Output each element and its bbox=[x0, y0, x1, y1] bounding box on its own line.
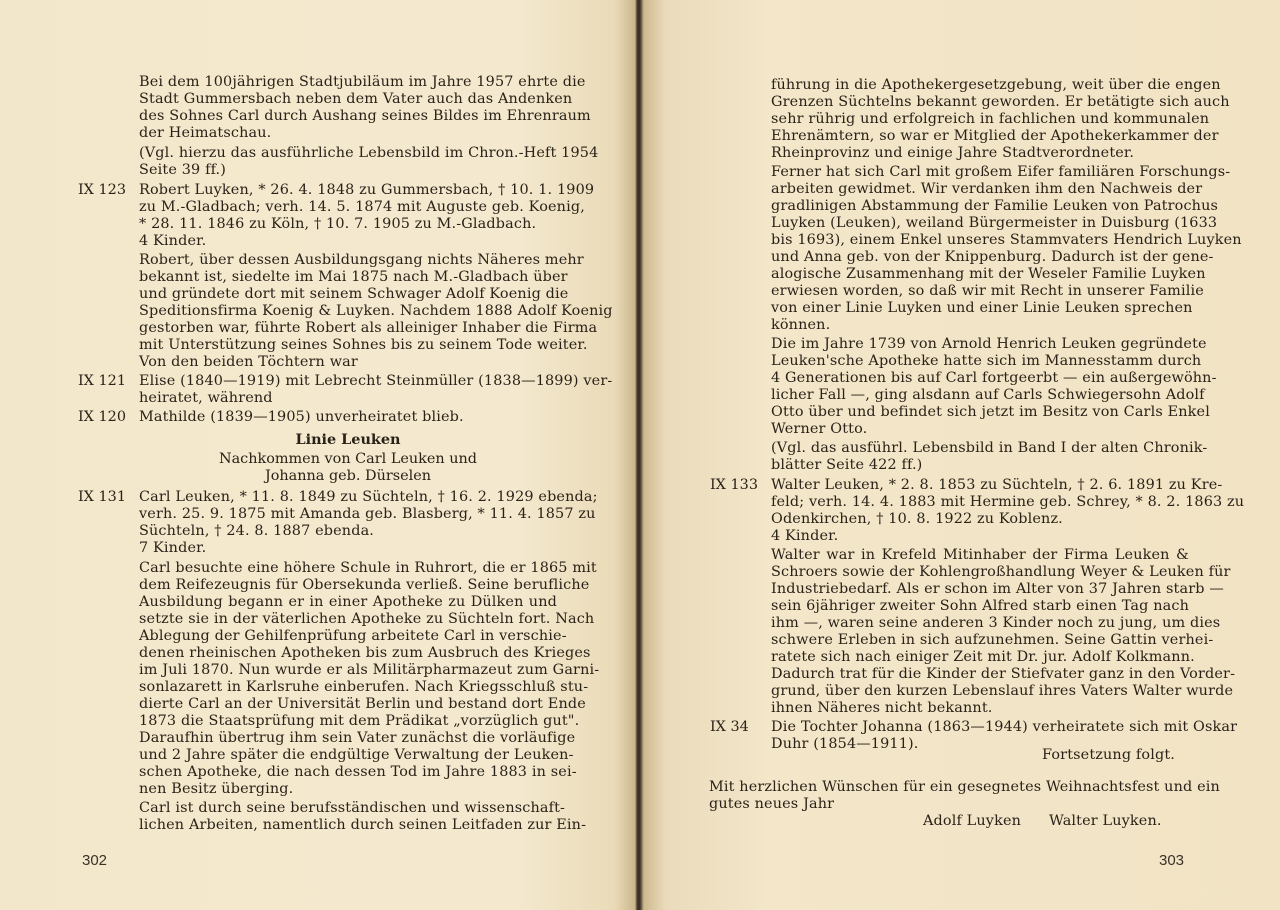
text-line: Industriebedarf. Als er schon im Alter von 37 Jahren starb — bbox=[771, 581, 1224, 597]
text-line: nen Besitz überging. bbox=[139, 781, 294, 797]
text-line: bekannt ist, siedelte im Mai 1875 nach M.-Gladbach über bbox=[139, 269, 568, 285]
text-line: heiratet, während bbox=[139, 390, 273, 406]
text-line: feld; verh. 14. 4. 1883 mit Hermine geb. Schrey, * 8. 2. 1863 zu bbox=[771, 494, 1245, 510]
text-line: im Juli 1870. Nun wurde er als Militärpharmazeut zum Garni- bbox=[139, 662, 600, 678]
greeting-line: Mit herzlichen Wünschen für ein gesegnetes Weihnachtsfest und ein bbox=[709, 779, 1220, 795]
text-line: Werner Otto. bbox=[771, 421, 868, 437]
text-line: Die im Jahre 1739 von Arnold Henrich Leuken gegründete bbox=[771, 336, 1207, 352]
text-line: 7 Kinder. bbox=[139, 540, 207, 556]
text-line: Stadt Gummersbach neben dem Vater auch das Andenken bbox=[139, 91, 573, 107]
text-line: können. bbox=[771, 317, 831, 333]
text-line: und gründete dort mit seinem Schwager Adolf Koenig die bbox=[139, 286, 569, 302]
entry-number: IX 123 bbox=[78, 182, 126, 198]
text-line: gradlinigen Abstammung der Familie Leuken von Patrochus bbox=[771, 198, 1219, 214]
text-line: ihnen Näheres nicht bekannt. bbox=[771, 700, 993, 716]
text-line: zu M.-Gladbach; verh. 14. 5. 1874 mit Auguste geb. Koenig, bbox=[139, 199, 585, 215]
text-line: * 28. 11. 1846 zu Köln, † 10. 7. 1905 zu M.-Gladbach. bbox=[139, 216, 537, 232]
section-subheading: Nachkommen von Carl Leuken und bbox=[219, 451, 477, 467]
entry-number: IX 131 bbox=[78, 489, 126, 505]
text-line: gestorben war, führte Robert als alleiniger Inhaber die Firma bbox=[139, 320, 598, 336]
left-page bbox=[0, 0, 634, 910]
text-line: Odenkirchen, † 10. 8. 1922 zu Koblenz. bbox=[771, 511, 1063, 527]
text-line: Dadurch trat für die Kinder der Stiefvater ganz in den Vorder- bbox=[771, 666, 1236, 682]
text-line: grund, über den kurzen Lebenslauf ihres Vaters Walter wurde bbox=[771, 683, 1234, 699]
text-line: 4 Kinder. bbox=[139, 233, 207, 249]
text-line: denen rheinischen Apotheken bis zum Ausbruch des Krieges bbox=[139, 645, 591, 661]
text-line: setzte sie in der väterlichen Apotheke zu Süchteln fort. Nach bbox=[139, 611, 595, 627]
text-line: Ablegung der Gehilfenprüfung arbeitete Carl in verschie- bbox=[139, 628, 567, 644]
text-line: Walter war in Krefeld Mitinhaber der Firma Leuken & bbox=[771, 547, 1189, 563]
entry-number: IX 133 bbox=[710, 477, 758, 493]
signature-name: Walter Luyken. bbox=[1049, 813, 1162, 829]
page-number: 303 bbox=[1159, 852, 1185, 869]
entry-number: IX 120 bbox=[78, 409, 126, 425]
text-line: Robert, über dessen Ausbildungsgang nichts Näheres mehr bbox=[139, 252, 584, 268]
text-line: blätter Seite 422 ff.) bbox=[771, 457, 923, 473]
text-line: und Anna geb. von der Knippenburg. Dadurch ist der gene- bbox=[771, 249, 1214, 265]
text-line: Schroers sowie der Kohlengroßhandlung Weyer & Leuken für bbox=[771, 564, 1231, 580]
text-line: des Sohnes Carl durch Aushang seines Bildes im Ehrenraum bbox=[139, 108, 591, 124]
entry-number: IX 34 bbox=[710, 719, 749, 735]
text-line: schwere Erleben in sich aufzunehmen. Seine Gattin verhei- bbox=[771, 632, 1214, 648]
text-line: Ehrenämtern, so war er Mitglied der Apothekerkammer der bbox=[771, 128, 1219, 144]
text-line: Leuken'sche Apotheke hatte sich im Mannesstamm durch bbox=[771, 353, 1202, 369]
text-line: Duhr (1854—1911). bbox=[771, 736, 919, 752]
text-line: dierte Carl an der Universität Berlin und bestand dort Ende bbox=[139, 696, 586, 712]
text-line: schen Apotheke, die nach dessen Tod im Jahre 1883 in sei- bbox=[139, 764, 577, 780]
text-line: Walter Leuken, * 2. 8. 1853 zu Süchteln, † 2. 6. 1891 zu Kre- bbox=[771, 477, 1223, 493]
text-line: ihm —, waren seine anderen 3 Kinder noch zu jung, um dies bbox=[771, 615, 1221, 631]
text-line: sonlazarett in Karlsruhe einberufen. Nach Kriegsschluß stu- bbox=[139, 679, 589, 695]
text-line: 4 Generationen bis auf Carl fortgeerbt — ein außergewöhn- bbox=[771, 370, 1217, 386]
text-line: Süchteln, † 24. 8. 1887 ebenda. bbox=[139, 523, 375, 539]
text-line: Elise (1840—1919) mit Lebrecht Steinmüller (1838—1899) ver- bbox=[139, 373, 613, 389]
text-line: Robert Luyken, * 26. 4. 1848 zu Gummersbach, † 10. 1. 1909 bbox=[139, 182, 595, 198]
text-line: Seite 39 ff.) bbox=[139, 162, 227, 178]
text-line: licher Fall —, ging alsdann auf Carls Schwiegersohn Adolf bbox=[771, 387, 1205, 403]
section-heading: Linie Leuken bbox=[295, 431, 401, 448]
text-line: Die Tochter Johanna (1863—1944) verheiratete sich mit Oskar bbox=[771, 719, 1238, 735]
text-line: Carl Leuken, * 11. 8. 1849 zu Süchteln, † 16. 2. 1929 ebenda; bbox=[139, 489, 598, 505]
right-page bbox=[640, 0, 1280, 910]
text-line: Carl ist durch seine berufsständischen und wissenschaft- bbox=[139, 800, 566, 816]
text-line: dem Reifezeugnis für Obersekunda verließ. Seine berufliche bbox=[139, 577, 590, 593]
greeting-line: gutes neues Jahr bbox=[709, 796, 835, 812]
section-subheading: Johanna geb. Dürselen bbox=[264, 468, 432, 484]
text-line: bis 1693), einem Enkel unseres Stammvaters Hendrich Luyken bbox=[771, 232, 1242, 248]
text-line: ratete sich nach einiger Zeit mit Dr. jur. Adolf Kolkmann. bbox=[771, 649, 1195, 665]
text-line: erwiesen worden, so daß wir mit Recht in unserer Familie bbox=[771, 283, 1204, 299]
text-line: Von den beiden Töchtern war bbox=[139, 354, 358, 370]
text-line: mit Unterstützung seines Sohnes bis zu seinem Tode weiter. bbox=[139, 337, 588, 353]
text-line: Daraufhin übertrug ihm sein Vater zunächst die vorläufige bbox=[139, 730, 576, 746]
signature-name: Adolf Luyken bbox=[923, 813, 1022, 829]
text-line: arbeiten gewidmet. Wir verdanken ihm den Nachweis der bbox=[771, 181, 1203, 197]
text-line: sein 6jähriger zweiter Sohn Alfred starb einen Tag nach bbox=[771, 598, 1189, 614]
text-line: verh. 25. 9. 1875 mit Amanda geb. Blasberg, * 11. 4. 1857 zu bbox=[139, 506, 596, 522]
text-line: Otto über und befindet sich jetzt im Besitz von Carls Enkel bbox=[771, 404, 1210, 420]
text-line: Luyken (Leuken), weiland Bürgermeister in Duisburg (1633 bbox=[771, 215, 1218, 231]
text-line: der Heimatschau. bbox=[139, 125, 272, 141]
text-line: alogische Zusammenhang mit der Weseler Familie Luyken bbox=[771, 266, 1206, 282]
text-line: (Vgl. das ausführl. Lebensbild in Band I der alten Chronik- bbox=[771, 440, 1208, 456]
continuation-note: Fortsetzung folgt. bbox=[1042, 747, 1175, 763]
text-line: Grenzen Süchtelns bekannt geworden. Er betätigte sich auch bbox=[771, 94, 1230, 110]
text-line: 4 Kinder. bbox=[771, 528, 839, 544]
text-line: Rheinprovinz und einige Jahre Stadtverordneter. bbox=[771, 145, 1135, 161]
text-line: Bei dem 100jährigen Stadtjubiläum im Jahre 1957 ehrte die bbox=[139, 74, 586, 90]
text-line: Mathilde (1839—1905) unverheiratet blieb. bbox=[139, 409, 464, 425]
text-line: Ausbildung begann er in einer Apotheke zu Dülken und bbox=[139, 594, 557, 610]
text-line: Carl besuchte eine höhere Schule in Ruhrort, die er 1865 mit bbox=[139, 560, 597, 576]
text-line: und 2 Jahre später die endgültige Verwaltung der Leuken- bbox=[139, 747, 574, 763]
text-line: (Vgl. hierzu das ausführliche Lebensbild im Chron.-Heft 1954 bbox=[139, 145, 599, 161]
text-line: sehr rührig und erfolgreich in fachlichen und kommunalen bbox=[771, 111, 1210, 127]
text-line: 1873 die Staatsprüfung mit dem Prädikat „vorzüglich gut". bbox=[139, 713, 580, 729]
entry-number: IX 121 bbox=[78, 373, 126, 389]
text-line: führung in die Apothekergesetzgebung, weit über die engen bbox=[771, 77, 1221, 93]
text-line: lichen Arbeiten, namentlich durch seinen Leitfaden zur Ein- bbox=[139, 817, 587, 833]
text-line: von einer Linie Luyken und einer Linie Leuken sprechen bbox=[771, 300, 1193, 316]
text-line: Speditionsfirma Koenig & Luyken. Nachdem 1888 Adolf Koenig bbox=[139, 303, 613, 319]
text-line: Ferner hat sich Carl mit großem Eifer familiären Forschungs- bbox=[771, 164, 1231, 180]
page-number: 302 bbox=[82, 852, 108, 869]
